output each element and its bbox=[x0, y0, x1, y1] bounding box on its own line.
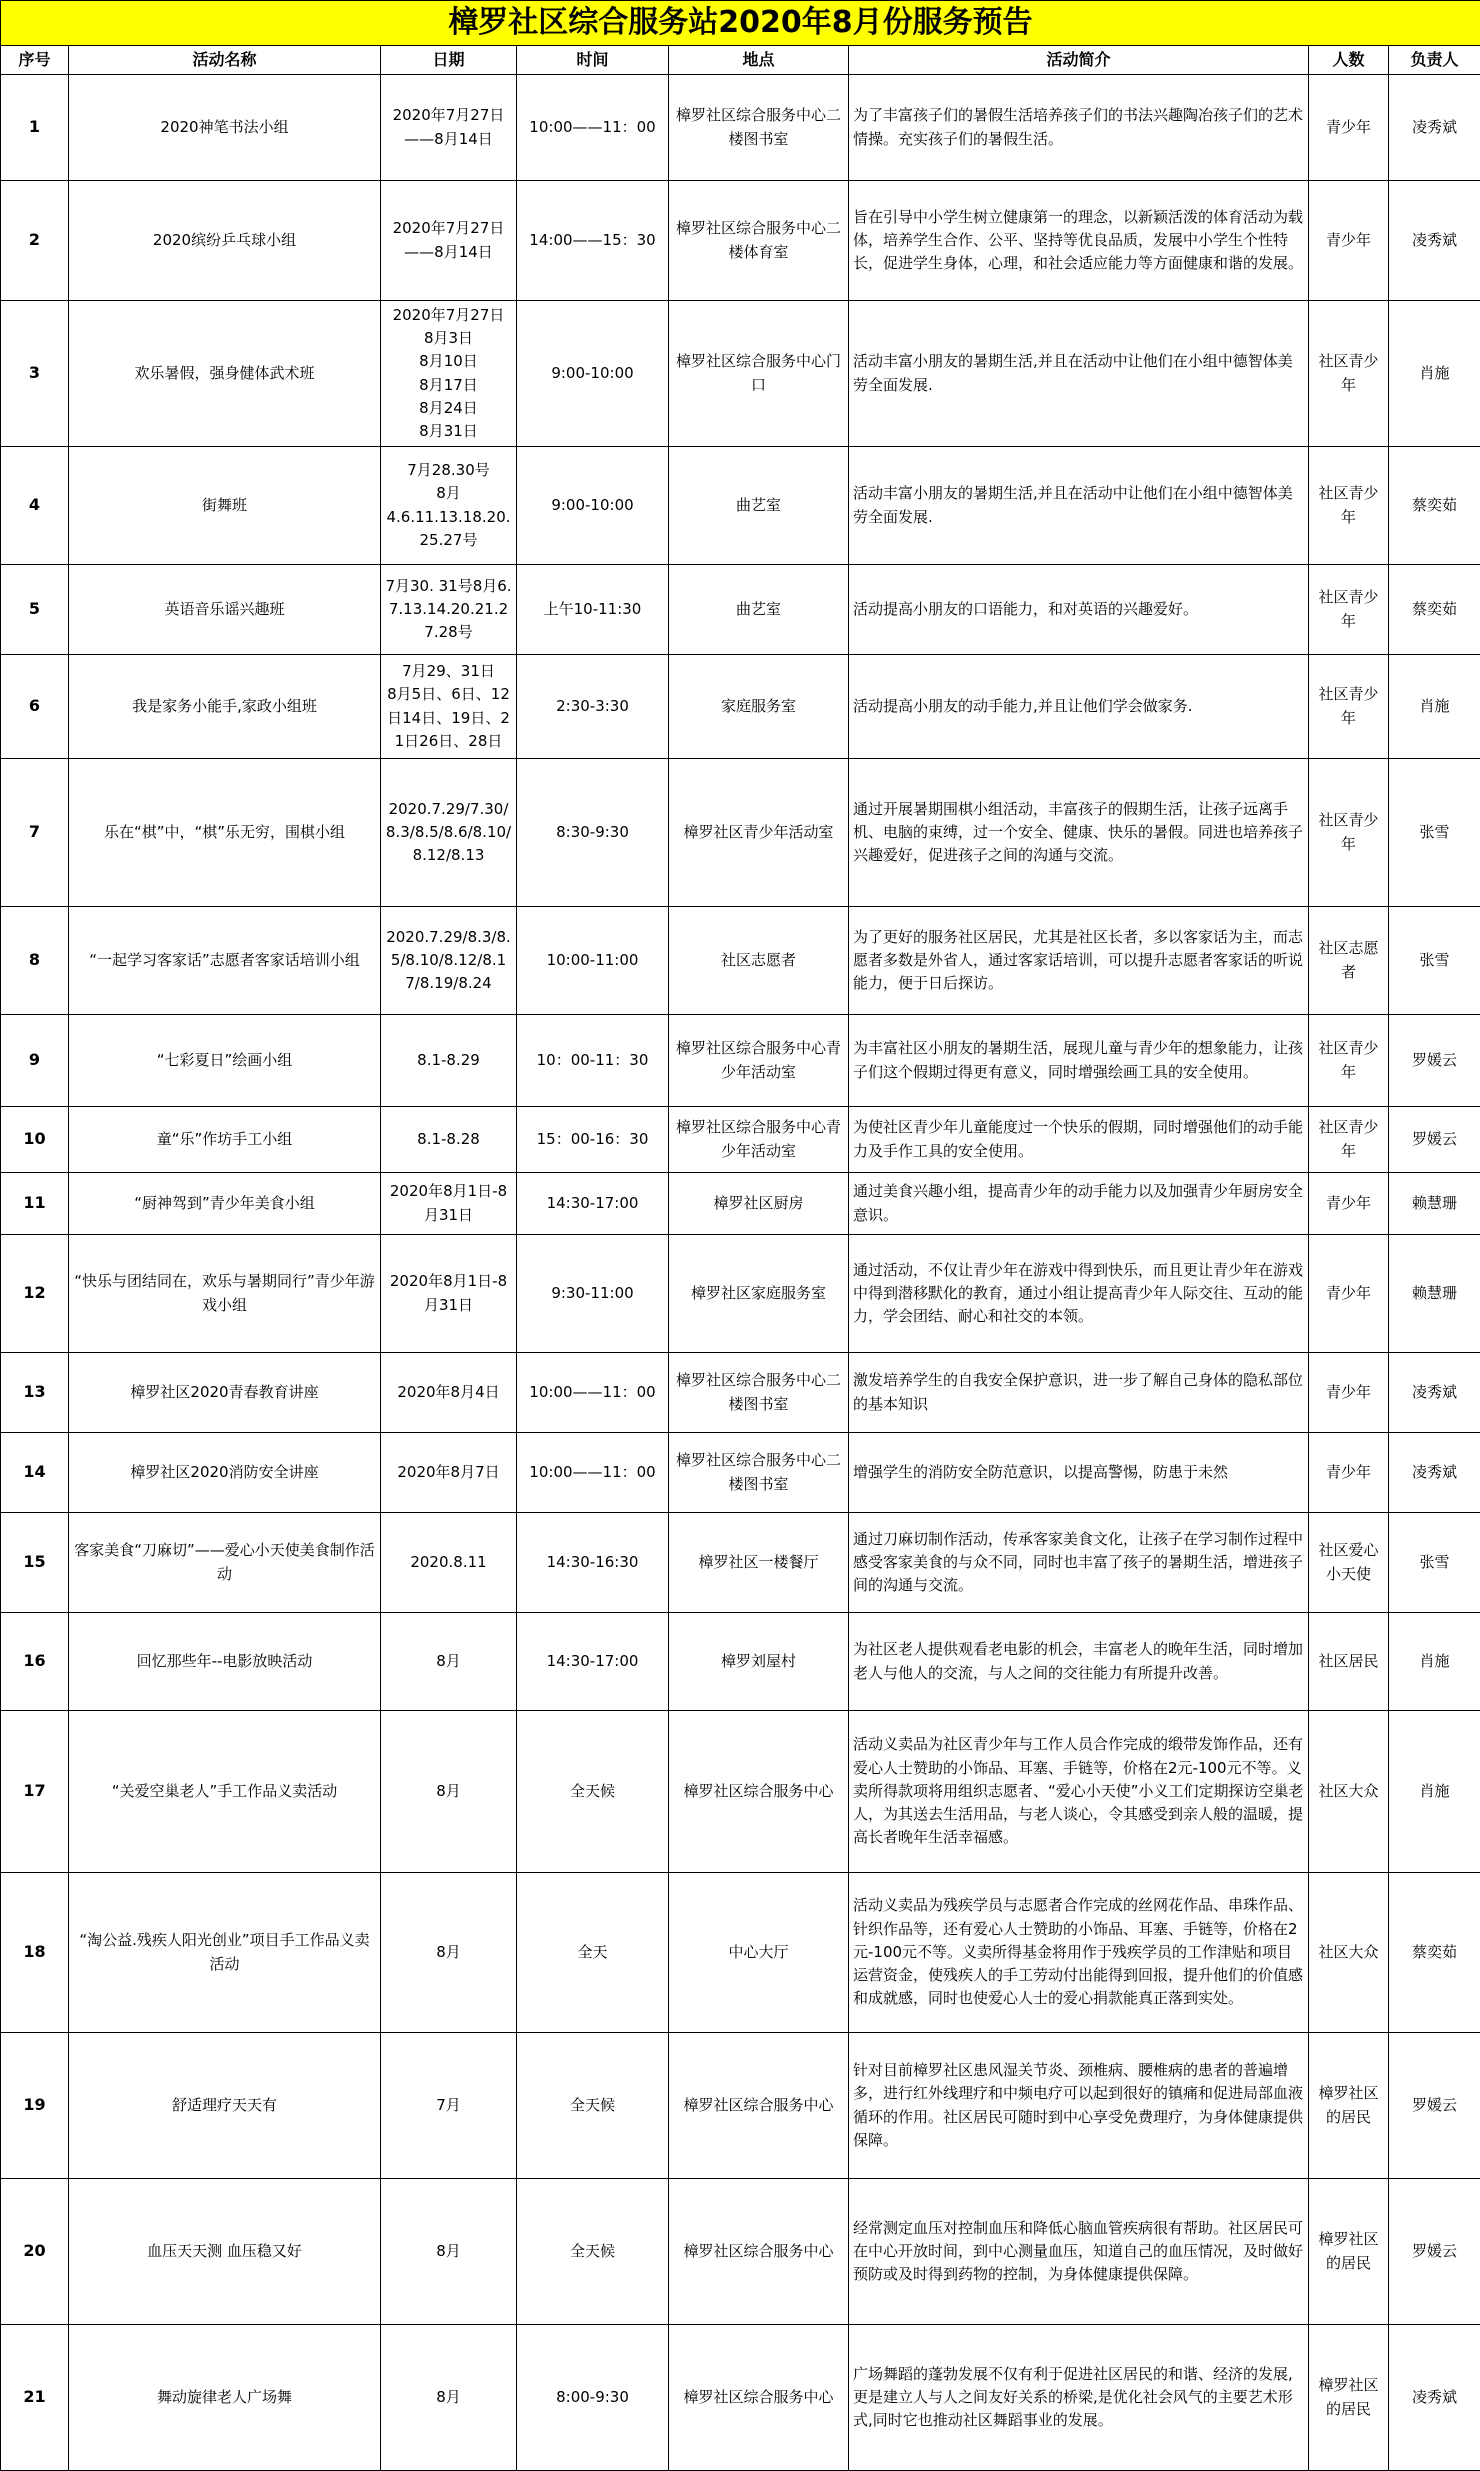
row-date: 2020.7.29/8.3/8.5/8.10/8.12/8.17/8.19/8.24 bbox=[381, 907, 517, 1015]
header-date: 日期 bbox=[381, 46, 517, 75]
row-date: 8月 bbox=[381, 1613, 517, 1711]
header-intro: 活动简介 bbox=[849, 46, 1309, 75]
row-intro: 活动义卖品为社区青少年与工作人员合作完成的缎带发饰作品，还有爱心人士赞助的小饰品、耳塞、手链等，价格在2元-100元不等。义卖所得款项将用组织志愿者、“爱心小天使”小义工们定期探访空巢老人，为其送去生活用品，与老人谈心，令其感受到亲人般的温暖，提高长者晚年生活幸福感。 bbox=[849, 1711, 1309, 1873]
row-name: 舒适理疗天天有 bbox=[69, 2033, 381, 2179]
row-date: 8.1-8.29 bbox=[381, 1015, 517, 1107]
page-title: 樟罗社区综合服务站2020年8月份服务预告 bbox=[1, 1, 1480, 46]
row-time: 14:30-17:00 bbox=[517, 1613, 669, 1711]
row-place: 樟罗社区综合服务中心二楼图书室 bbox=[669, 75, 849, 181]
row-name: 街舞班 bbox=[69, 447, 381, 565]
row-place: 樟罗社区厨房 bbox=[669, 1173, 849, 1235]
row-place: 樟罗社区综合服务中心 bbox=[669, 2179, 849, 2325]
row-leader: 凌秀斌 bbox=[1389, 75, 1480, 181]
table-row bbox=[1, 655, 1480, 759]
table-row bbox=[1, 2179, 1480, 2325]
table-row bbox=[1, 447, 1480, 565]
row-leader: 罗媛云 bbox=[1389, 2033, 1480, 2179]
row-time: 全天候 bbox=[517, 2033, 669, 2179]
row-time: 14:30-17:00 bbox=[517, 1173, 669, 1235]
row-place: 家庭服务室 bbox=[669, 655, 849, 759]
row-leader: 张雪 bbox=[1389, 907, 1480, 1015]
row-seq: 10 bbox=[1, 1107, 69, 1173]
row-name: “七彩夏日”绘画小组 bbox=[69, 1015, 381, 1107]
row-leader: 凌秀斌 bbox=[1389, 1433, 1480, 1513]
row-date: 8月 bbox=[381, 2179, 517, 2325]
row-date: 2020年7月27日——8月14日 bbox=[381, 75, 517, 181]
row-intro: 广场舞蹈的蓬勃发展不仅有利于促进社区居民的和谐、经济的发展,更是建立人与人之间友好关系的桥梁,是优化社会风气的主要艺术形式,同时它也推动社区舞蹈事业的发展。 bbox=[849, 2325, 1309, 2471]
table-row bbox=[1, 2325, 1480, 2471]
row-place: 曲艺室 bbox=[669, 565, 849, 655]
row-name: 血压天天测 血压稳又好 bbox=[69, 2179, 381, 2325]
header-people: 人数 bbox=[1309, 46, 1389, 75]
row-leader: 凌秀斌 bbox=[1389, 181, 1480, 301]
row-intro: 活动提高小朋友的动手能力,并且让他们学会做家务. bbox=[849, 655, 1309, 759]
row-name: 童“乐”作坊手工小组 bbox=[69, 1107, 381, 1173]
row-seq: 4 bbox=[1, 447, 69, 565]
row-time: 2:30-3:30 bbox=[517, 655, 669, 759]
row-time: 全天 bbox=[517, 1873, 669, 2033]
row-seq: 11 bbox=[1, 1173, 69, 1235]
row-date: 2020年8月4日 bbox=[381, 1353, 517, 1433]
row-seq: 6 bbox=[1, 655, 69, 759]
row-date: 7月 bbox=[381, 2033, 517, 2179]
row-time: 14:30-16:30 bbox=[517, 1513, 669, 1613]
row-people: 社区青少年 bbox=[1309, 1015, 1389, 1107]
row-people: 社区志愿者 bbox=[1309, 907, 1389, 1015]
row-intro: 通过活动，不仅让青少年在游戏中得到快乐，而且更让青少年在游戏中得到潜移默化的教育，通过小组让提高青少年人际交往、互动的能力，学会团结、耐心和社交的本领。 bbox=[849, 1235, 1309, 1353]
row-people: 青少年 bbox=[1309, 1235, 1389, 1353]
row-intro: 活动丰富小朋友的暑期生活,并且在活动中让他们在小组中德智体美劳全面发展. bbox=[849, 447, 1309, 565]
row-seq: 18 bbox=[1, 1873, 69, 2033]
row-intro: 活动丰富小朋友的暑期生活,并且在活动中让他们在小组中德智体美劳全面发展. bbox=[849, 301, 1309, 447]
row-seq: 21 bbox=[1, 2325, 69, 2471]
row-place: 樟罗社区综合服务中心二楼图书室 bbox=[669, 1433, 849, 1513]
row-people: 樟罗社区的居民 bbox=[1309, 2325, 1389, 2471]
row-seq: 20 bbox=[1, 2179, 69, 2325]
row-people: 樟罗社区的居民 bbox=[1309, 2179, 1389, 2325]
row-name: “厨神驾到”青少年美食小组 bbox=[69, 1173, 381, 1235]
row-leader: 肖施 bbox=[1389, 655, 1480, 759]
row-leader: 肖施 bbox=[1389, 301, 1480, 447]
row-leader: 赖慧珊 bbox=[1389, 1235, 1480, 1353]
row-date: 7月30. 31号8月6.7.13.14.20.21.27.28号 bbox=[381, 565, 517, 655]
row-place: 樟罗社区家庭服务室 bbox=[669, 1235, 849, 1353]
row-time: 10:00——11：00 bbox=[517, 75, 669, 181]
table-row bbox=[1, 181, 1480, 301]
table-body bbox=[1, 75, 1480, 2471]
table-row bbox=[1, 1513, 1480, 1613]
row-leader: 凌秀斌 bbox=[1389, 2325, 1480, 2471]
table-row bbox=[1, 1107, 1480, 1173]
row-leader: 罗媛云 bbox=[1389, 2179, 1480, 2325]
row-name: 樟罗社区2020青春教育讲座 bbox=[69, 1353, 381, 1433]
row-time: 10:00-11:00 bbox=[517, 907, 669, 1015]
row-time: 10:00——11：00 bbox=[517, 1433, 669, 1513]
row-intro: 为使社区青少年儿童能度过一个快乐的假期，同时增强他们的动手能力及手作工具的安全使用。 bbox=[849, 1107, 1309, 1173]
table-row bbox=[1, 75, 1480, 181]
table-row bbox=[1, 759, 1480, 907]
row-people: 樟罗社区的居民 bbox=[1309, 2033, 1389, 2179]
row-people: 社区居民 bbox=[1309, 1613, 1389, 1711]
table-row bbox=[1, 907, 1480, 1015]
row-name: 客家美食“刀麻切”——爱心小天使美食制作活动 bbox=[69, 1513, 381, 1613]
row-intro: 旨在引导中小学生树立健康第一的理念，以新颖活泼的体育活动为载体，培养学生合作、公平、坚持等优良品质，发展中小学生个性特长，促进学生身体，心理，和社会适应能力等方面健康和谐的发展。 bbox=[849, 181, 1309, 301]
row-date: 2020年8月7日 bbox=[381, 1433, 517, 1513]
row-intro: 通过刀麻切制作活动，传承客家美食文化，让孩子在学习制作过程中感受客家美食的与众不同，同时也丰富了孩子的暑期生活，增进孩子间的沟通与交流。 bbox=[849, 1513, 1309, 1613]
row-people: 社区青少年 bbox=[1309, 565, 1389, 655]
row-name: 舞动旋律老人广场舞 bbox=[69, 2325, 381, 2471]
row-intro: 为社区老人提供观看老电影的机会，丰富老人的晚年生活，同时增加老人与他人的交流，与人之间的交往能力有所提升改善。 bbox=[849, 1613, 1309, 1711]
table-row bbox=[1, 1711, 1480, 1873]
row-people: 青少年 bbox=[1309, 1433, 1389, 1513]
row-leader: 肖施 bbox=[1389, 1613, 1480, 1711]
row-time: 10：00-11：30 bbox=[517, 1015, 669, 1107]
row-date: 2020.7.29/7.30/8.3/8.5/8.6/8.10/8.12/8.13 bbox=[381, 759, 517, 907]
row-date: 2020年7月27日 8月3日 8月10日 8月17日 8月24日 8月31日 bbox=[381, 301, 517, 447]
row-date: 8月 bbox=[381, 2325, 517, 2471]
table-row bbox=[1, 1015, 1480, 1107]
row-place: 樟罗社区综合服务中心 bbox=[669, 2325, 849, 2471]
row-place: 樟罗社区综合服务中心青少年活动室 bbox=[669, 1107, 849, 1173]
header-row bbox=[1, 46, 1480, 75]
row-date: 8月 bbox=[381, 1711, 517, 1873]
row-leader: 张雪 bbox=[1389, 1513, 1480, 1613]
row-place: 樟罗刘屋村 bbox=[669, 1613, 849, 1711]
header-name: 活动名称 bbox=[69, 46, 381, 75]
row-name: “一起学习客家话”志愿者客家话培训小组 bbox=[69, 907, 381, 1015]
table-row bbox=[1, 1173, 1480, 1235]
row-seq: 5 bbox=[1, 565, 69, 655]
row-name: 2020缤纷乒乓球小组 bbox=[69, 181, 381, 301]
table-row bbox=[1, 1613, 1480, 1711]
row-date: 8月 bbox=[381, 1873, 517, 2033]
row-intro: 针对目前樟罗社区患风湿关节炎、颈椎病、腰椎病的患者的普遍增多，进行红外线理疗和中频电疗可以起到很好的镇痛和促进局部血液循环的作用。社区居民可随时到中心享受免费理疗，为身体健康提供保障。 bbox=[849, 2033, 1309, 2179]
row-leader: 凌秀斌 bbox=[1389, 1353, 1480, 1433]
row-place: 曲艺室 bbox=[669, 447, 849, 565]
row-date: 2020年7月27日——8月14日 bbox=[381, 181, 517, 301]
row-name: “关爱空巢老人”手工作品义卖活动 bbox=[69, 1711, 381, 1873]
row-place: 樟罗社区综合服务中心 bbox=[669, 2033, 849, 2179]
row-seq: 17 bbox=[1, 1711, 69, 1873]
row-name: “快乐与团结同在，欢乐与暑期同行”青少年游戏小组 bbox=[69, 1235, 381, 1353]
row-date: 7月29、31日 8月5日、6日、12日14日、19日、21日26日、28日 bbox=[381, 655, 517, 759]
row-intro: 为丰富社区小朋友的暑期生活，展现儿童与青少年的想象能力，让孩子们这个假期过得更有意义，同时增强绘画工具的安全使用。 bbox=[849, 1015, 1309, 1107]
row-seq: 16 bbox=[1, 1613, 69, 1711]
row-leader: 罗媛云 bbox=[1389, 1015, 1480, 1107]
row-name: 回忆那些年--电影放映活动 bbox=[69, 1613, 381, 1711]
row-place: 社区志愿者 bbox=[669, 907, 849, 1015]
table-row bbox=[1, 301, 1480, 447]
row-intro: 经常测定血压对控制血压和降低心脑血管疾病很有帮助。社区居民可在中心开放时间，到中心测量血压，知道自己的血压情况，及时做好预防或及时得到药物的控制，为身体健康提供保障。 bbox=[849, 2179, 1309, 2325]
row-people: 社区大众 bbox=[1309, 1873, 1389, 2033]
row-date: 2020年8月1日-8月31日 bbox=[381, 1173, 517, 1235]
row-people: 青少年 bbox=[1309, 1353, 1389, 1433]
row-leader: 肖施 bbox=[1389, 1711, 1480, 1873]
row-place: 樟罗社区综合服务中心 bbox=[669, 1711, 849, 1873]
row-leader: 蔡奕茹 bbox=[1389, 1873, 1480, 2033]
row-place: 樟罗社区综合服务中心门口 bbox=[669, 301, 849, 447]
row-people: 社区爱心小天使 bbox=[1309, 1513, 1389, 1613]
row-people: 青少年 bbox=[1309, 75, 1389, 181]
row-intro: 通过美食兴趣小组，提高青少年的动手能力以及加强青少年厨房安全意识。 bbox=[849, 1173, 1309, 1235]
row-date: 2020.8.11 bbox=[381, 1513, 517, 1613]
row-time: 8:30-9:30 bbox=[517, 759, 669, 907]
row-seq: 12 bbox=[1, 1235, 69, 1353]
row-seq: 2 bbox=[1, 181, 69, 301]
row-intro: 活动提高小朋友的口语能力，和对英语的兴趣爱好。 bbox=[849, 565, 1309, 655]
row-leader: 蔡奕茹 bbox=[1389, 565, 1480, 655]
row-people: 社区青少年 bbox=[1309, 447, 1389, 565]
row-seq: 3 bbox=[1, 301, 69, 447]
row-date: 8.1-8.28 bbox=[381, 1107, 517, 1173]
row-intro: 为了更好的服务社区居民，尤其是社区长者，多以客家话为主，而志愿者多数是外省人，通过客家话培训，可以提升志愿者客家话的听说能力，便于日后探访。 bbox=[849, 907, 1309, 1015]
header-leader: 负责人 bbox=[1389, 46, 1480, 75]
row-seq: 15 bbox=[1, 1513, 69, 1613]
row-time: 9:00-10:00 bbox=[517, 301, 669, 447]
row-name: “淘公益.残疾人阳光创业”项目手工作品义卖活动 bbox=[69, 1873, 381, 2033]
row-time: 15：00-16：30 bbox=[517, 1107, 669, 1173]
row-place: 中心大厅 bbox=[669, 1873, 849, 2033]
row-place: 樟罗社区青少年活动室 bbox=[669, 759, 849, 907]
row-time: 全天候 bbox=[517, 2179, 669, 2325]
row-intro: 为了丰富孩子们的暑假生活培养孩子们的书法兴趣陶冶孩子们的艺术情操。充实孩子们的暑假生活。 bbox=[849, 75, 1309, 181]
row-intro: 激发培养学生的自我安全保护意识，进一步了解自己身体的隐私部位的基本知识 bbox=[849, 1353, 1309, 1433]
row-intro: 增强学生的消防安全防范意识，以提高警惕，防患于未然 bbox=[849, 1433, 1309, 1513]
row-leader: 赖慧珊 bbox=[1389, 1173, 1480, 1235]
row-time: 全天候 bbox=[517, 1711, 669, 1873]
header-time: 时间 bbox=[517, 46, 669, 75]
row-time: 10:00——11：00 bbox=[517, 1353, 669, 1433]
row-seq: 19 bbox=[1, 2033, 69, 2179]
table-row bbox=[1, 1433, 1480, 1513]
row-date: 7月28.30号 8月 4.6.11.13.18.20.25.27号 bbox=[381, 447, 517, 565]
header-seq: 序号 bbox=[1, 46, 69, 75]
row-time: 8:00-9:30 bbox=[517, 2325, 669, 2471]
table-row bbox=[1, 565, 1480, 655]
row-seq: 9 bbox=[1, 1015, 69, 1107]
row-people: 青少年 bbox=[1309, 181, 1389, 301]
row-people: 社区青少年 bbox=[1309, 759, 1389, 907]
row-name: 樟罗社区2020消防安全讲座 bbox=[69, 1433, 381, 1513]
row-seq: 13 bbox=[1, 1353, 69, 1433]
table-row bbox=[1, 1873, 1480, 2033]
row-date: 2020年8月1日-8月31日 bbox=[381, 1235, 517, 1353]
row-time: 14:00——15：30 bbox=[517, 181, 669, 301]
table-row bbox=[1, 2033, 1480, 2179]
row-leader: 张雪 bbox=[1389, 759, 1480, 907]
row-name: 乐在“棋”中，“棋”乐无穷，围棋小组 bbox=[69, 759, 381, 907]
row-seq: 14 bbox=[1, 1433, 69, 1513]
row-leader: 罗媛云 bbox=[1389, 1107, 1480, 1173]
row-time: 9:30-11:00 bbox=[517, 1235, 669, 1353]
row-name: 英语音乐谣兴趣班 bbox=[69, 565, 381, 655]
table-row bbox=[1, 1235, 1480, 1353]
row-time: 9:00-10:00 bbox=[517, 447, 669, 565]
row-time: 上午10-11:30 bbox=[517, 565, 669, 655]
row-people: 社区青少年 bbox=[1309, 301, 1389, 447]
row-place: 樟罗社区综合服务中心二楼图书室 bbox=[669, 1353, 849, 1433]
row-people: 社区青少年 bbox=[1309, 655, 1389, 759]
row-name: 欢乐暑假，强身健体武术班 bbox=[69, 301, 381, 447]
row-place: 樟罗社区综合服务中心青少年活动室 bbox=[669, 1015, 849, 1107]
row-place: 樟罗社区综合服务中心二楼体育室 bbox=[669, 181, 849, 301]
row-seq: 7 bbox=[1, 759, 69, 907]
row-people: 青少年 bbox=[1309, 1173, 1389, 1235]
row-seq: 8 bbox=[1, 907, 69, 1015]
row-name: 我是家务小能手,家政小组班 bbox=[69, 655, 381, 759]
row-name: 2020神笔书法小组 bbox=[69, 75, 381, 181]
row-intro: 通过开展暑期围棋小组活动，丰富孩子的假期生活，让孩子远离手机、电脑的束缚，过一个安全、健康、快乐的暑假。同进也培养孩子兴趣爱好，促进孩子之间的沟通与交流。 bbox=[849, 759, 1309, 907]
row-leader: 蔡奕茹 bbox=[1389, 447, 1480, 565]
row-seq: 1 bbox=[1, 75, 69, 181]
row-place: 樟罗社区一楼餐厅 bbox=[669, 1513, 849, 1613]
row-people: 社区大众 bbox=[1309, 1711, 1389, 1873]
row-people: 社区青少年 bbox=[1309, 1107, 1389, 1173]
row-intro: 活动义卖品为残疾学员与志愿者合作完成的丝网花作品、串珠作品、针织作品等，还有爱心人士赞助的小饰品、耳塞、手链等，价格在2元-100元不等。义卖所得基金将用作于残疾学员的工作津贴和项目运营资金，使残疾人的手工劳动付出能得到回报，提升他们的价值感和成就感，同时也使爱心人士的爱心捐款能真正落到实处。 bbox=[849, 1873, 1309, 2033]
header-place: 地点 bbox=[669, 46, 849, 75]
table-row bbox=[1, 1353, 1480, 1433]
